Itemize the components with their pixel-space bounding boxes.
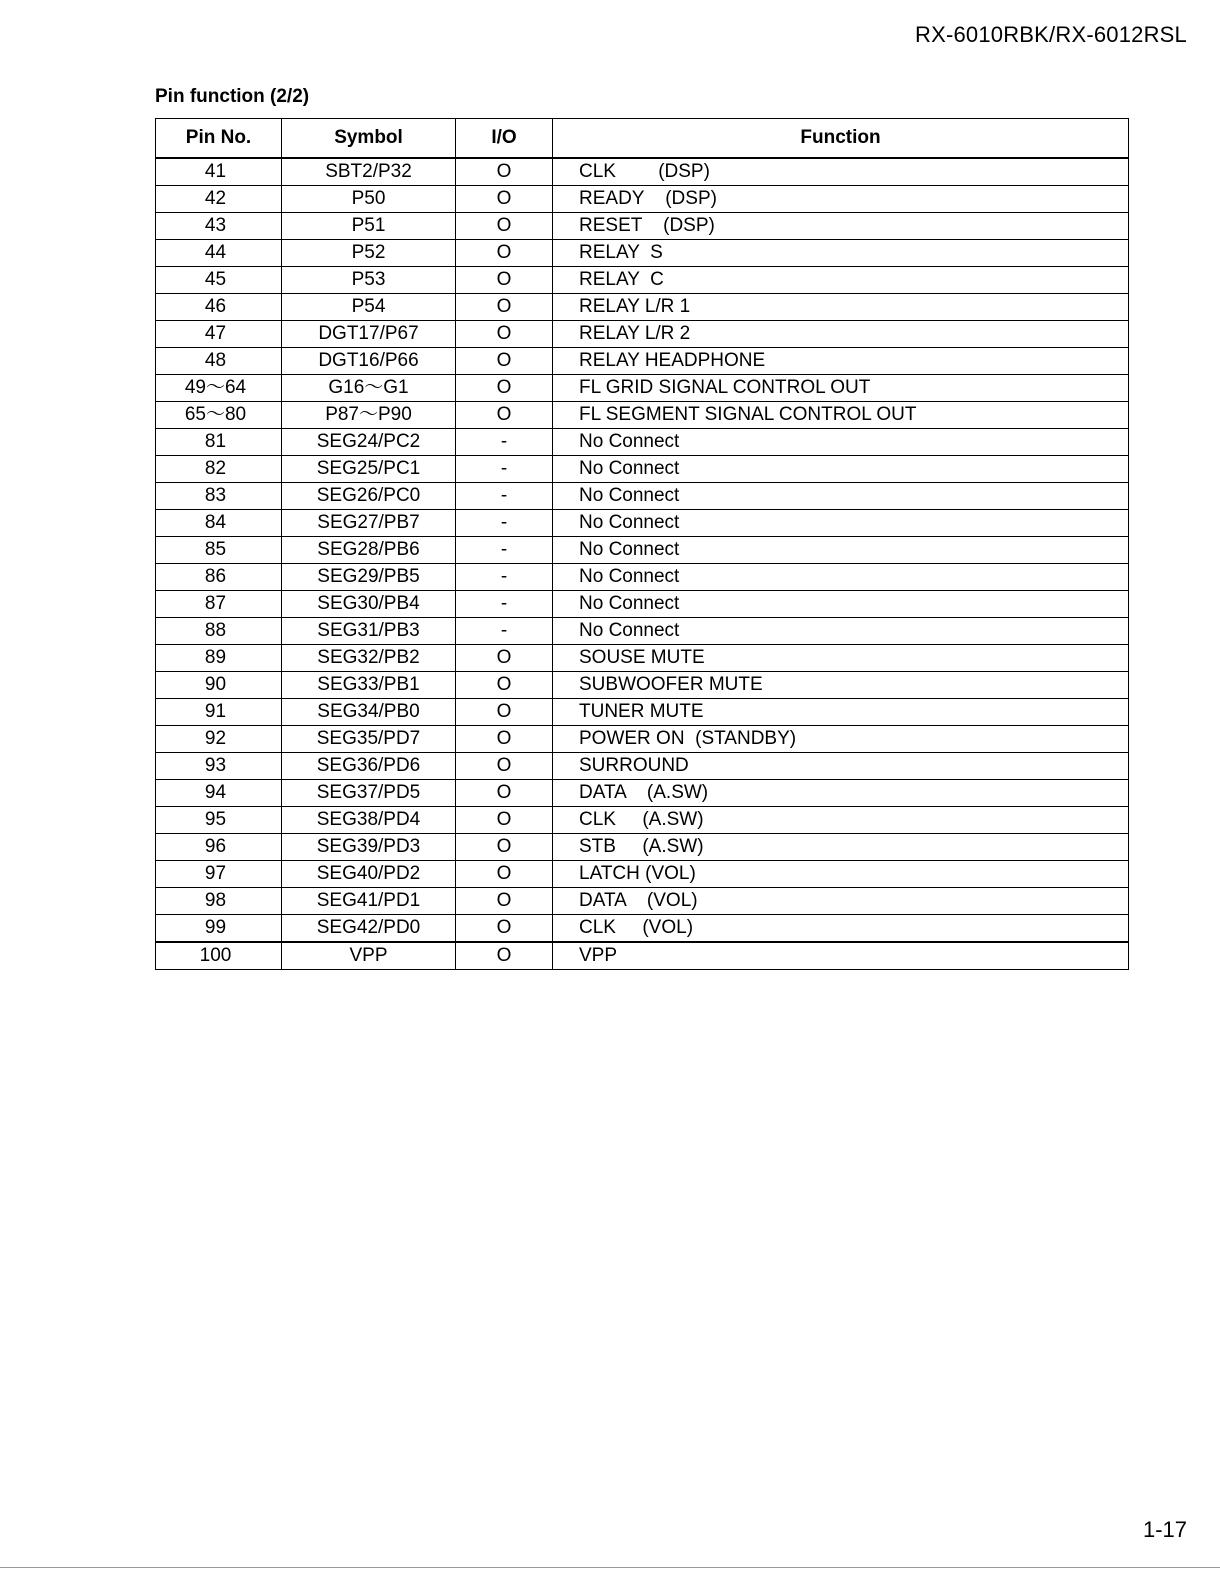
io-cell: O (456, 780, 553, 807)
symbol-cell: SEG30/PB4 (282, 591, 456, 618)
pin-function-table (155, 118, 1129, 970)
pin-cell: 42 (156, 186, 282, 213)
table-row (156, 780, 1129, 807)
function-cell: RELAY HEADPHONE (553, 348, 1129, 375)
column-header-function: Function (553, 119, 1129, 159)
function-cell: RELAY C (553, 267, 1129, 294)
function-cell: POWER ON (STANDBY) (553, 726, 1129, 753)
io-cell: - (456, 456, 553, 483)
function-cell: READY (DSP) (553, 186, 1129, 213)
symbol-cell: SEG31/PB3 (282, 618, 456, 645)
pin-cell: 48 (156, 348, 282, 375)
io-cell: - (456, 564, 553, 591)
pin-cell: 46 (156, 294, 282, 321)
io-cell: - (456, 510, 553, 537)
table-row (156, 510, 1129, 537)
io-cell: - (456, 483, 553, 510)
io-cell: O (456, 942, 553, 970)
io-cell: O (456, 213, 553, 240)
table-row (156, 429, 1129, 456)
column-header-pin: Pin No. (156, 119, 282, 159)
function-cell: No Connect (553, 429, 1129, 456)
table-row (156, 213, 1129, 240)
table-row (156, 321, 1129, 348)
column-header-io: I/O (456, 119, 553, 159)
io-cell: - (456, 591, 553, 618)
table-row (156, 186, 1129, 213)
symbol-cell: P52 (282, 240, 456, 267)
table-row (156, 402, 1129, 429)
function-cell: CLK (DSP) (553, 158, 1129, 186)
function-cell: No Connect (553, 456, 1129, 483)
pin-cell: 88 (156, 618, 282, 645)
pin-cell: 82 (156, 456, 282, 483)
function-cell: No Connect (553, 537, 1129, 564)
io-cell: O (456, 807, 553, 834)
table-row (156, 240, 1129, 267)
model-header: RX-6010RBK/RX-6012RSL (914, 22, 1187, 47)
pin-cell: 95 (156, 807, 282, 834)
symbol-cell: DGT17/P67 (282, 321, 456, 348)
function-cell: RESET (DSP) (553, 213, 1129, 240)
function-cell: DATA (VOL) (553, 888, 1129, 915)
symbol-cell: SEG33/PB1 (282, 672, 456, 699)
symbol-cell: SEG34/PB0 (282, 699, 456, 726)
symbol-cell: SEG32/PB2 (282, 645, 456, 672)
io-cell: O (456, 672, 553, 699)
symbol-cell: P50 (282, 186, 456, 213)
io-cell: O (456, 348, 553, 375)
pin-cell: 44 (156, 240, 282, 267)
symbol-cell: SEG29/PB5 (282, 564, 456, 591)
pin-cell: 92 (156, 726, 282, 753)
io-cell: O (456, 888, 553, 915)
symbol-cell: SEG26/PC0 (282, 483, 456, 510)
column-header-symbol: Symbol (282, 119, 456, 159)
pin-cell: 43 (156, 213, 282, 240)
io-cell: O (456, 645, 553, 672)
table-row (156, 915, 1129, 943)
symbol-cell: SBT2/P32 (282, 158, 456, 186)
function-cell: SOUSE MUTE (553, 645, 1129, 672)
table-row (156, 618, 1129, 645)
pin-cell: 99 (156, 915, 282, 943)
pin-cell: 86 (156, 564, 282, 591)
table-row (156, 753, 1129, 780)
io-cell: O (456, 321, 553, 348)
io-cell: O (456, 753, 553, 780)
function-cell: RELAY L/R 1 (553, 294, 1129, 321)
table-body (156, 158, 1129, 970)
symbol-cell: G16～G1 (282, 375, 456, 402)
function-cell: STB (A.SW) (553, 834, 1129, 861)
table-row (156, 483, 1129, 510)
symbol-cell: P54 (282, 294, 456, 321)
symbol-cell: SEG39/PD3 (282, 834, 456, 861)
table-row (156, 699, 1129, 726)
table-row (156, 726, 1129, 753)
pin-cell: 85 (156, 537, 282, 564)
symbol-cell: SEG37/PD5 (282, 780, 456, 807)
io-cell: O (456, 240, 553, 267)
pin-cell: 87 (156, 591, 282, 618)
function-cell: No Connect (553, 591, 1129, 618)
symbol-cell: SEG38/PD4 (282, 807, 456, 834)
pin-cell: 94 (156, 780, 282, 807)
symbol-cell: SEG41/PD1 (282, 888, 456, 915)
table-row (156, 456, 1129, 483)
function-cell: CLK (VOL) (553, 915, 1129, 943)
function-cell: SURROUND (553, 753, 1129, 780)
function-cell: FL GRID SIGNAL CONTROL OUT (553, 375, 1129, 402)
function-cell: FL SEGMENT SIGNAL CONTROL OUT (553, 402, 1129, 429)
function-cell: DATA (A.SW) (553, 780, 1129, 807)
io-cell: O (456, 915, 553, 943)
function-cell: RELAY S (553, 240, 1129, 267)
table-row (156, 834, 1129, 861)
pin-cell: 93 (156, 753, 282, 780)
function-cell: LATCH (VOL) (553, 861, 1129, 888)
io-cell: O (456, 186, 553, 213)
pin-cell: 89 (156, 645, 282, 672)
io-cell: - (456, 429, 553, 456)
table-row (156, 942, 1129, 970)
io-cell: - (456, 618, 553, 645)
table-row (156, 591, 1129, 618)
symbol-cell: SEG24/PC2 (282, 429, 456, 456)
table-row (156, 158, 1129, 186)
table-row (156, 564, 1129, 591)
pin-cell: 90 (156, 672, 282, 699)
function-cell: No Connect (553, 510, 1129, 537)
pin-cell: 100 (156, 942, 282, 970)
function-cell: SUBWOOFER MUTE (553, 672, 1129, 699)
io-cell: O (456, 861, 553, 888)
pin-cell: 96 (156, 834, 282, 861)
symbol-cell: P87～P90 (282, 402, 456, 429)
function-cell: RELAY L/R 2 (553, 321, 1129, 348)
table-header-row (156, 119, 1129, 159)
table-row (156, 294, 1129, 321)
pin-cell: 98 (156, 888, 282, 915)
function-cell: TUNER MUTE (553, 699, 1129, 726)
symbol-cell: SEG25/PC1 (282, 456, 456, 483)
pin-cell: 49～64 (156, 375, 282, 402)
io-cell: O (456, 294, 553, 321)
pin-cell: 97 (156, 861, 282, 888)
page-bottom-rule (0, 1567, 1220, 1568)
io-cell: O (456, 267, 553, 294)
page-number: 1-17 (1142, 1517, 1187, 1542)
table-row (156, 375, 1129, 402)
table-row (156, 537, 1129, 564)
symbol-cell: SEG42/PD0 (282, 915, 456, 943)
io-cell: O (456, 699, 553, 726)
symbol-cell: VPP (282, 942, 456, 970)
function-cell: No Connect (553, 483, 1129, 510)
io-cell: O (456, 402, 553, 429)
table-row (156, 807, 1129, 834)
io-cell: O (456, 158, 553, 186)
pin-cell: 47 (156, 321, 282, 348)
pin-cell: 83 (156, 483, 282, 510)
pin-cell: 65～80 (156, 402, 282, 429)
function-cell: No Connect (553, 564, 1129, 591)
table-row (156, 672, 1129, 699)
pin-cell: 84 (156, 510, 282, 537)
symbol-cell: P53 (282, 267, 456, 294)
io-cell: O (456, 834, 553, 861)
table-row (156, 888, 1129, 915)
io-cell: - (456, 537, 553, 564)
function-cell: No Connect (553, 618, 1129, 645)
symbol-cell: DGT16/P66 (282, 348, 456, 375)
function-cell: CLK (A.SW) (553, 807, 1129, 834)
table-row (156, 861, 1129, 888)
table-row (156, 348, 1129, 375)
pin-cell: 91 (156, 699, 282, 726)
io-cell: O (456, 726, 553, 753)
table-row (156, 267, 1129, 294)
function-cell: VPP (553, 942, 1129, 970)
pin-cell: 41 (156, 158, 282, 186)
symbol-cell: P51 (282, 213, 456, 240)
symbol-cell: SEG27/PB7 (282, 510, 456, 537)
pin-cell: 81 (156, 429, 282, 456)
symbol-cell: SEG40/PD2 (282, 861, 456, 888)
pin-cell: 45 (156, 267, 282, 294)
symbol-cell: SEG36/PD6 (282, 753, 456, 780)
symbol-cell: SEG35/PD7 (282, 726, 456, 753)
table-row (156, 645, 1129, 672)
symbol-cell: SEG28/PB6 (282, 537, 456, 564)
section-title: Pin function (2/2) (155, 86, 310, 107)
io-cell: O (456, 375, 553, 402)
